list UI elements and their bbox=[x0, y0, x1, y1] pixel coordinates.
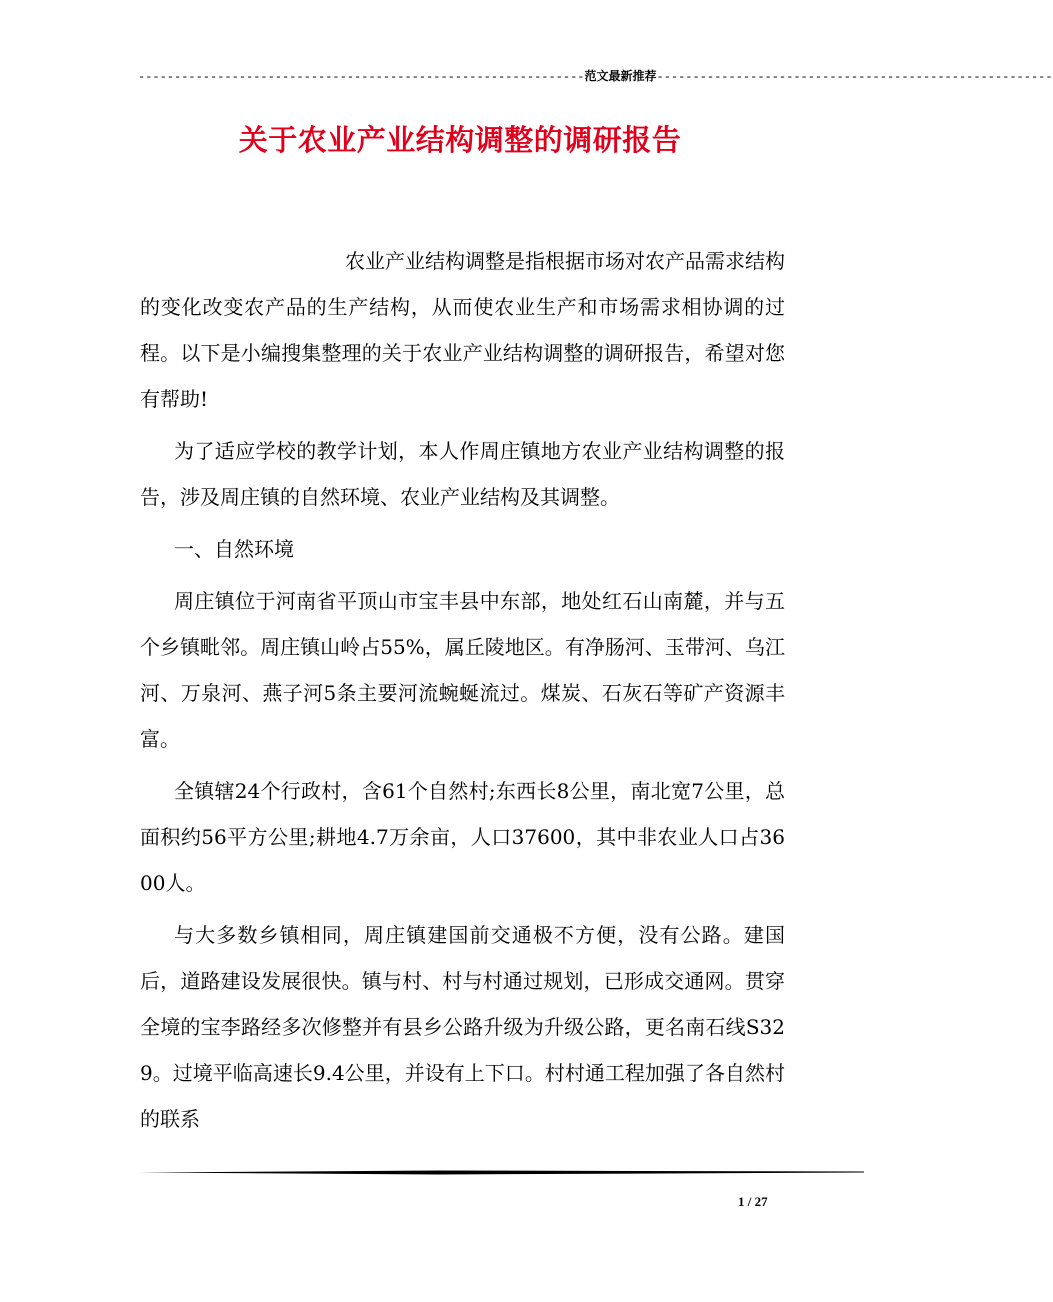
paragraph-statistics: 全镇辖24个行政村，含61个自然村;东西长8公里，南北宽7公里，总面积约56平方公里;耕地4.7万余亩，人口37600，其中非农业人口占3600人。 bbox=[140, 779, 785, 895]
header-dashes-right: ------------------------------------------------------- bbox=[656, 70, 1053, 84]
header-label: 范文最新推荐 bbox=[584, 69, 657, 83]
header-dashes-left: -------------------------------------------------------------- bbox=[138, 70, 585, 84]
paragraph-location: 周庄镇位于河南省平顶山市宝丰县中东部，地处红石山南麓，并与五个乡镇毗邻。周庄镇山岭占55%，属丘陵地区。有净肠河、玉带河、乌江河、万泉河、燕子河5条主要河流蜿蜒流过。煤炭、石灰石等矿产资源丰富。 bbox=[140, 589, 785, 751]
paragraph-transport: 与大多数乡镇相同，周庄镇建国前交通极不方便，没有公路。建国后，道路建设发展很快。镇与村、村与村通过规划，已形成交通网。贯穿全境的宝李路经多次修整并有县乡公路升级为升级公路，更名南石线S329。过境平临高速长9.4公里，并设有上下口。村村通工程加强了各自然村的联系 bbox=[140, 923, 785, 1131]
document-title: 关于农业产业结构调整的调研报告 bbox=[238, 123, 682, 157]
page-number: 1 / 27 bbox=[738, 1194, 768, 1209]
page-header bbox=[138, 68, 1053, 84]
document-body bbox=[140, 238, 785, 1142]
section-heading: 一、自然环境 bbox=[174, 537, 294, 561]
footer-rule bbox=[138, 1170, 864, 1175]
paragraph-purpose: 为了适应学校的教学计划，本人作周庄镇地方农业产业结构调整的报告，涉及周庄镇的自然环境、农业产业结构及其调整。 bbox=[140, 439, 785, 509]
paragraph-intro: 农业产业结构调整是指根据市场对农产品需求结构的变化改变农产品的生产结构，从而使农业生产和市场需求相协调的过程。以下是小编搜集整理的关于农业产业结构调整的调研报告，希望对您有帮助! bbox=[140, 249, 785, 411]
